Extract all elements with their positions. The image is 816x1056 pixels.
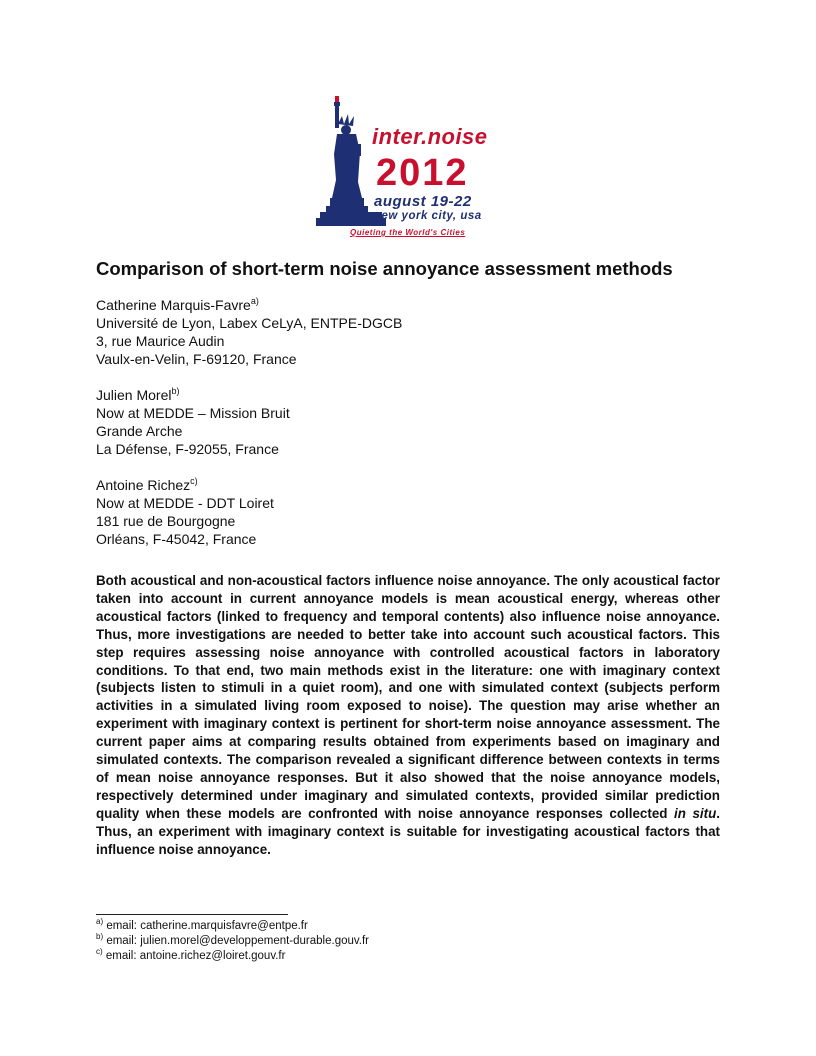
logo-city: new york city, usa [374,210,482,222]
author-affiliation: Now at MEDDE – Mission Bruit [96,405,290,421]
paper-title: Comparison of short-term noise annoyance assessment methods [96,258,673,279]
author-city: La Défense, F-92055, France [96,441,279,457]
author-block-3 [96,476,274,548]
footnote-mark: c) [190,476,198,486]
author-block-1 [96,296,402,368]
author-address: 181 rue de Bourgogne [96,513,236,529]
footnotes [96,919,369,964]
footnote-email: email: antoine.richez@loiret.gouv.fr [102,950,286,962]
footnote-1: $^{a)}$ email: catherine.marquisfavre@entpe.fr [96,917,308,932]
author-name: Antoine Richez$^{c)}$ [96,476,198,493]
footnote-email: email: catherine.marquisfavre@entpe.fr [103,920,308,932]
logo-conference-name: inter.noise [372,124,488,149]
footnote-mark: a) [250,296,259,306]
footnote-3: $^{c)}$ email: antoine.richez@loiret.gouv.fr [96,947,286,962]
footnote-2: $^{b)}$ email: julien.morel@developpement-durable.gouv.fr [96,932,370,947]
footnote-mark: b) [171,386,180,396]
author-name: Julien Morel$^{b)}$ [96,386,180,403]
author-affiliation: Now at MEDDE - DDT Loiret [96,495,274,511]
abstract-italic: in situ [674,805,717,821]
logo-dates: august 19-22 [374,193,472,210]
author-name: Catherine Marquis-Favre$^{a)}$ [96,296,259,313]
author-city: Vaulx-en-Velin, F-69120, France [96,351,297,367]
author-address: Grande Arche [96,423,183,439]
footnote-divider [96,914,288,915]
logo-year: 2012 [376,152,469,194]
author-block-2 [96,386,290,458]
author-affiliation: Université de Lyon, Labex CeLyA, ENTPE-DGCB [96,315,403,331]
author-city: Orléans, F-45042, France [96,531,257,547]
abstract: Both acoustical and non-acoustical factors influence noise annoyance. The only acoustical factor taken into account in current annoyance models is mean acoustical energy, whereas other acoustical factors (linked to frequency and temporal contents) also influence noise annoyance. Thus, more investigations are needed to better take into account such acoustical factors. This step requires assessing noise annoyance with controlled acoustical factors in laboratory conditions. To that end, two main methods exist in the literature: one with imaginary context (subjects listen to stimuli in a quiet room), and one with simulated context (subjects perform activities in a simulated living room exposed to noise). The question may arise whether an experiment with imaginary context is pertinent for short-term noise annoyance assessment. The current paper aims at comparing results obtained from experiments based on imaginary and simulated contexts. The comparison revealed a significant difference between contexts in terms of mean noise annoyance responses. But it also showed that the noise annoyance models, respectively determined under imaginary and simulated contexts, provided similar prediction quality when these models are confronted with noise annoyance responses collected in situ. Thus, an experiment with imaginary context is suitable for investigating acoustical factors that influence noise annoyance. [96,573,720,857]
author-address: 3, rue Maurice Audin [96,333,225,349]
footnote-email: email: julien.morel@developpement-durable.gouv.fr [103,935,370,947]
logo-tagline: Quieting the World's Cities [350,228,466,237]
conference-logo [316,94,506,244]
